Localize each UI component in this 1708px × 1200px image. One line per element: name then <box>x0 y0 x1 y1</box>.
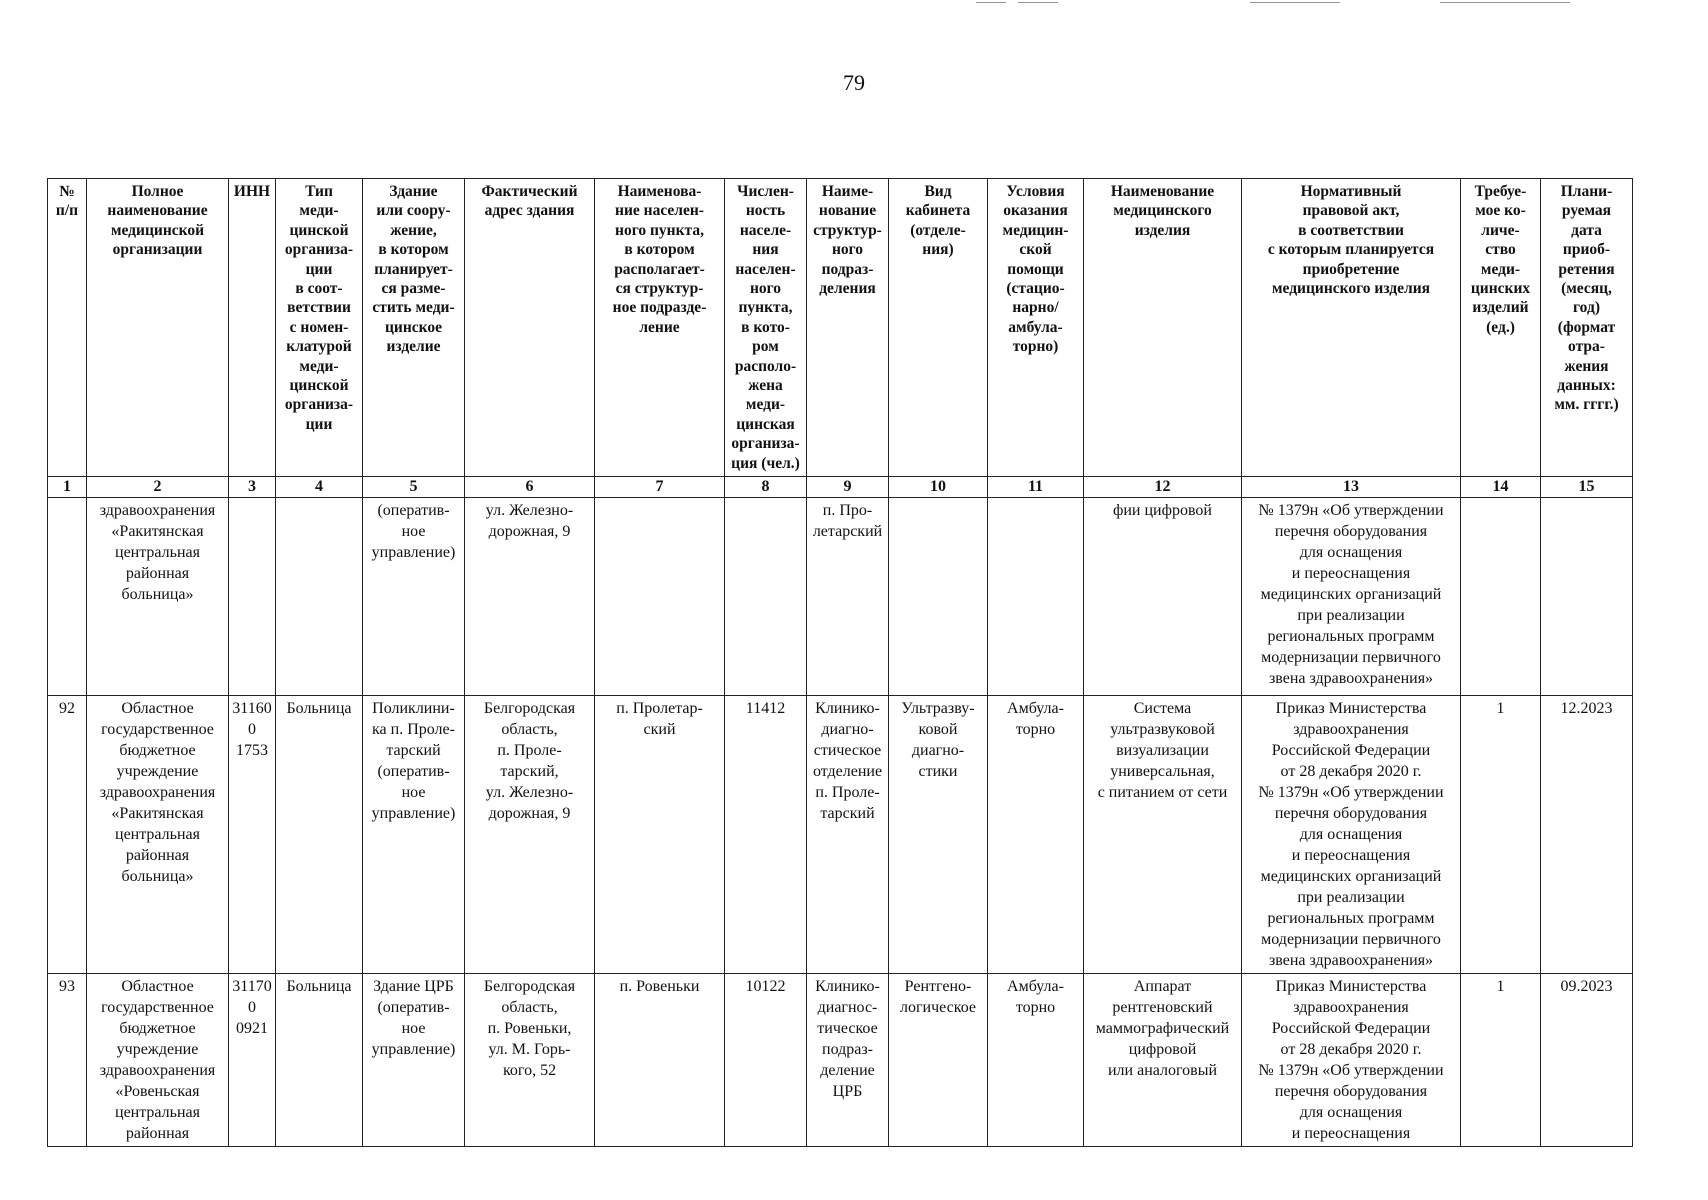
cell-date: 09.2023 <box>1541 974 1633 1147</box>
column-number: 6 <box>465 477 595 498</box>
cell-subdivision: Клинико- диагно- стическое отделение п. Проле- тарский <box>807 696 889 974</box>
cell-number <box>48 498 87 696</box>
cell-conditions: Амбула- торно <box>988 696 1084 974</box>
cell-date <box>1541 498 1633 696</box>
cell-subdivision: Клинико- диагнос- тическое подраз- деление ЦРБ <box>807 974 889 1147</box>
cell-number: 93 <box>48 974 87 1147</box>
column-header: Плани- руемая дата приоб- ретения (месяц, год) (формат отра- жения данных: мм. гггг.) <box>1541 179 1633 477</box>
page-number: 79 <box>843 70 865 95</box>
cell-number: 92 <box>48 696 87 974</box>
column-header: Полное наименование медицинской организации <box>87 179 229 477</box>
cell-conditions: Амбула- торно <box>988 974 1084 1147</box>
cell-inn: 311700 0921 <box>229 974 276 1147</box>
cell-device: Аппарат рентгеновский маммографический цифровой или аналоговый <box>1084 974 1242 1147</box>
column-number: 7 <box>595 477 725 498</box>
cell-inn: 311600 1753 <box>229 696 276 974</box>
column-number: 9 <box>807 477 889 498</box>
cell-organization: здравоохранения «Ракитянская центральная районная больница» <box>87 498 229 696</box>
cell-population <box>725 498 807 696</box>
scan-mark <box>1018 2 1058 3</box>
column-header: Вид кабинета (отделе- ния) <box>889 179 988 477</box>
cell-address: Белгородская область, п. Проле- тарский, ул. Железно- дорожная, 9 <box>465 696 595 974</box>
table-row <box>48 696 1633 974</box>
column-number: 14 <box>1461 477 1541 498</box>
column-number: 8 <box>725 477 807 498</box>
cell-inn <box>229 498 276 696</box>
column-header: Условия оказания медицин- ской помощи (стацио- нарно/ амбула- торно) <box>988 179 1084 477</box>
column-header: Требуе- мое ко- личе- ство меди- цинских изделий (ед.) <box>1461 179 1541 477</box>
column-number: 1 <box>48 477 87 498</box>
cell-settlement: п. Ровеньки <box>595 974 725 1147</box>
cell-quantity <box>1461 498 1541 696</box>
cell-device: фии цифровой <box>1084 498 1242 696</box>
column-header: Наиме- нование структур- ного подраз- деления <box>807 179 889 477</box>
scan-mark <box>1440 2 1570 3</box>
cell-org-type <box>276 498 363 696</box>
column-number: 10 <box>889 477 988 498</box>
cell-settlement: п. Пролетар- ский <box>595 696 725 974</box>
cell-organization: Областное государственное бюджетное учреждение здравоохранения «Ракитянская центральная районная больница» <box>87 696 229 974</box>
column-number: 12 <box>1084 477 1242 498</box>
column-number: 3 <box>229 477 276 498</box>
column-header: Фактический адрес здания <box>465 179 595 477</box>
cell-legal-act: Приказ Министерства здравоохранения Российской Федерации от 28 декабря 2020 г. № 1379н «Об утверждении перечня оборудования для оснащения и переоснащения медицинских организаций при реализации региональных программ модернизации первичного звена здравоохранения» <box>1242 696 1461 974</box>
cell-conditions <box>988 498 1084 696</box>
column-number: 11 <box>988 477 1084 498</box>
cell-population: 10122 <box>725 974 807 1147</box>
table-row <box>48 498 1633 696</box>
column-number-row <box>48 477 1633 498</box>
cell-date: 12.2023 <box>1541 696 1633 974</box>
column-header: № п/п <box>48 179 87 477</box>
cell-device: Система ультразвуковой визуализации универсальная, с питанием от сети <box>1084 696 1242 974</box>
cell-building: Поликлини- ка п. Проле- тарский (оператив- ное управление) <box>363 696 465 974</box>
scan-mark <box>976 2 1006 3</box>
cell-quantity: 1 <box>1461 974 1541 1147</box>
column-number: 15 <box>1541 477 1633 498</box>
column-header: Наименование медицинского изделия <box>1084 179 1242 477</box>
cell-org-type: Больница <box>276 696 363 974</box>
cell-org-type: Больница <box>276 974 363 1147</box>
column-header: Наименова- ние населен- ного пункта, в котором располагает- ся структур- ное подразде- ление <box>595 179 725 477</box>
column-header: Нормативный правовой акт, в соответствии с которым планируется приобретение медицинского изделия <box>1242 179 1461 477</box>
header-row <box>48 179 1633 477</box>
column-number: 4 <box>276 477 363 498</box>
column-number: 2 <box>87 477 229 498</box>
cell-settlement <box>595 498 725 696</box>
table-row <box>48 974 1633 1147</box>
cell-quantity: 1 <box>1461 696 1541 974</box>
cell-address: Белгородская область, п. Ровеньки, ул. М. Горь- кого, 52 <box>465 974 595 1147</box>
cell-address: ул. Железно- дорожная, 9 <box>465 498 595 696</box>
cell-building: (оператив- ное управление) <box>363 498 465 696</box>
column-header: Числен- ность населе- ния населен- ного пункта, в кото- ром располо- жена меди- цинская организа- ция (чел.) <box>725 179 807 477</box>
cell-cabinet: Рентгено- логическое <box>889 974 988 1147</box>
column-header: Здание или соору- жение, в котором планирует- ся разме- стить меди- цинское изделие <box>363 179 465 477</box>
cell-cabinet <box>889 498 988 696</box>
column-number: 13 <box>1242 477 1461 498</box>
cell-legal-act: Приказ Министерства здравоохранения Российской Федерации от 28 декабря 2020 г. № 1379н «Об утверждении перечня оборудования для оснащения и переоснащения <box>1242 974 1461 1147</box>
cell-subdivision: п. Про- летарский <box>807 498 889 696</box>
cell-population: 11412 <box>725 696 807 974</box>
column-number: 5 <box>363 477 465 498</box>
scan-mark <box>1250 2 1340 3</box>
cell-building: Здание ЦРБ (оператив- ное управление) <box>363 974 465 1147</box>
cell-organization: Областное государственное бюджетное учреждение здравоохранения «Ровеньская центральная районная <box>87 974 229 1147</box>
cell-legal-act: № 1379н «Об утверждении перечня оборудования для оснащения и переоснащения медицинских организаций при реализации региональных программ модернизации первичного звена здравоохранения» <box>1242 498 1461 696</box>
column-header: Тип меди- цинской организа- ции в соот- ветствии с номен- клатурой меди- цинской организа- ции <box>276 179 363 477</box>
cell-cabinet: Ультразву- ковой диагно- стики <box>889 696 988 974</box>
column-header: ИНН <box>229 179 276 477</box>
medical-equipment-table <box>47 178 1633 1147</box>
